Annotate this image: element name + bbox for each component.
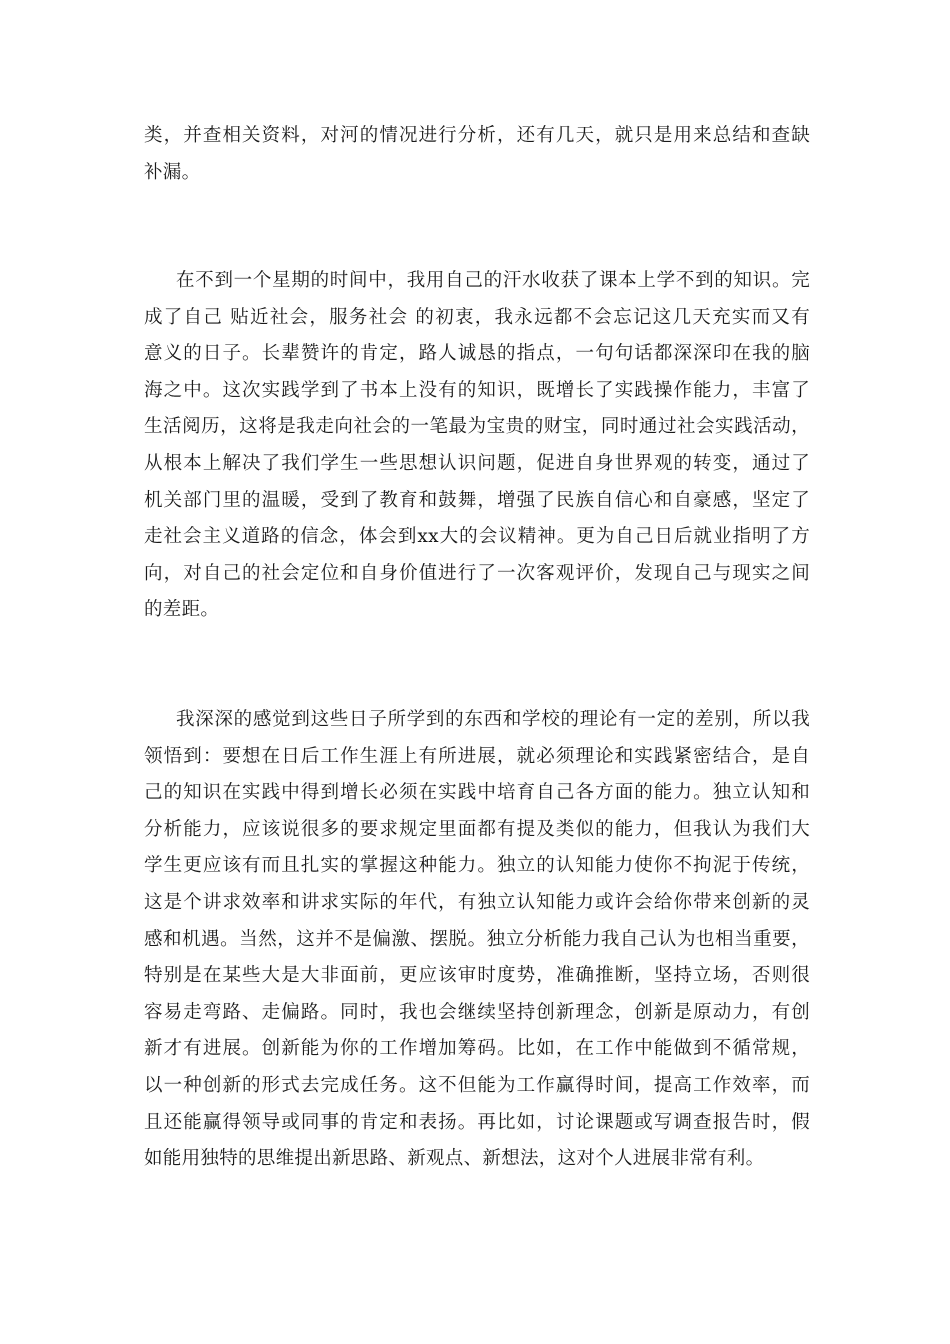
text-line: 走社会主义道路的信念，体会到xx大的会议精神。更为自己日后就业指明了方 bbox=[144, 526, 810, 548]
text-line: 补漏。 bbox=[144, 161, 201, 183]
paragraph-2 bbox=[144, 263, 810, 629]
text-line: 生活阅历，这将是我走向社会的一笔最为宝贵的财宝，同时通过社会实践活动， bbox=[144, 416, 810, 438]
text-line: 领悟到：要想在日后工作生涯上有所进展，就必须理论和实践紧密结合，是自 bbox=[144, 745, 810, 767]
paragraph-3 bbox=[144, 702, 810, 1178]
text-line: 以一种创新的形式去完成任务。这不但能为工作赢得时间，提高工作效率，而 bbox=[144, 1074, 810, 1096]
paragraph-1 bbox=[144, 118, 810, 191]
text-line: 在不到一个星期的时间中，我用自己的汗水收获了课本上学不到的知识。完 bbox=[176, 270, 810, 291]
text-line: 容易走弯路、走偏路。同时，我也会继续坚持创新理念，创新是原动力，有创 bbox=[144, 1001, 810, 1023]
text-line: 且还能赢得领导或同事的肯定和表扬。再比如，讨论课题或写调查报告时，假 bbox=[144, 1111, 810, 1133]
text-line: 学生更应该有而且扎实的掌握这种能力。独立的认知能力使你不拘泥于传统， bbox=[144, 855, 810, 877]
text-line: 从根本上解决了我们学生一些思想认识问题，促进自身世界观的转变，通过了 bbox=[144, 452, 810, 474]
text-line: 这是个讲求效率和讲求实际的年代，有独立认知能力或许会给你带来创新的灵 bbox=[144, 891, 810, 913]
text-line: 感和机遇。当然，这并不是偏激、摆脱。独立分析能力我自己认为也相当重要， bbox=[144, 928, 810, 950]
text-line: 如能用独特的思维提出新思路、新观点、新想法，这对个人进展非常有利。 bbox=[144, 1148, 765, 1170]
text-line: 海之中。这次实践学到了书本上没有的知识，既增长了实践操作能力，丰富了 bbox=[144, 379, 810, 401]
text-line: 成了自己 贴近社会，服务社会 的初衷，我永远都不会忘记这几天充实而又有 bbox=[144, 306, 810, 328]
text-line: 的差距。 bbox=[144, 599, 220, 621]
text-line: 特别是在某些大是大非面前，更应该审时度势，准确推断，坚持立场，否则很 bbox=[144, 965, 810, 987]
text-line: 我深深的感觉到这些日子所学到的东西和学校的理论有一定的差别，所以我 bbox=[176, 709, 810, 730]
text-line: 意义的日子。长辈赞许的肯定，路人诚恳的指点，一句句话都深深印在我的脑 bbox=[144, 343, 810, 365]
text-line: 新才有进展。创新能为你的工作增加筹码。比如，在工作中能做到不循常规， bbox=[144, 1038, 810, 1060]
text-line: 分析能力，应该说很多的要求规定里面都有提及类似的能力，但我认为我们大 bbox=[144, 818, 810, 840]
text-line: 机关部门里的温暖，受到了教育和鼓舞，增强了民族自信心和自豪感，坚定了 bbox=[144, 489, 810, 511]
text-line: 类，并查相关资料，对河的情况进行分析，还有几天，就只是用来总结和查缺 bbox=[144, 125, 810, 146]
text-line: 己的知识在实践中得到增长必须在实践中培育自己各方面的能力。独立认知和 bbox=[144, 782, 810, 804]
text-line: 向，对自己的社会定位和自身价值进行了一次客观评价，发现自己与现实之间 bbox=[144, 562, 810, 584]
